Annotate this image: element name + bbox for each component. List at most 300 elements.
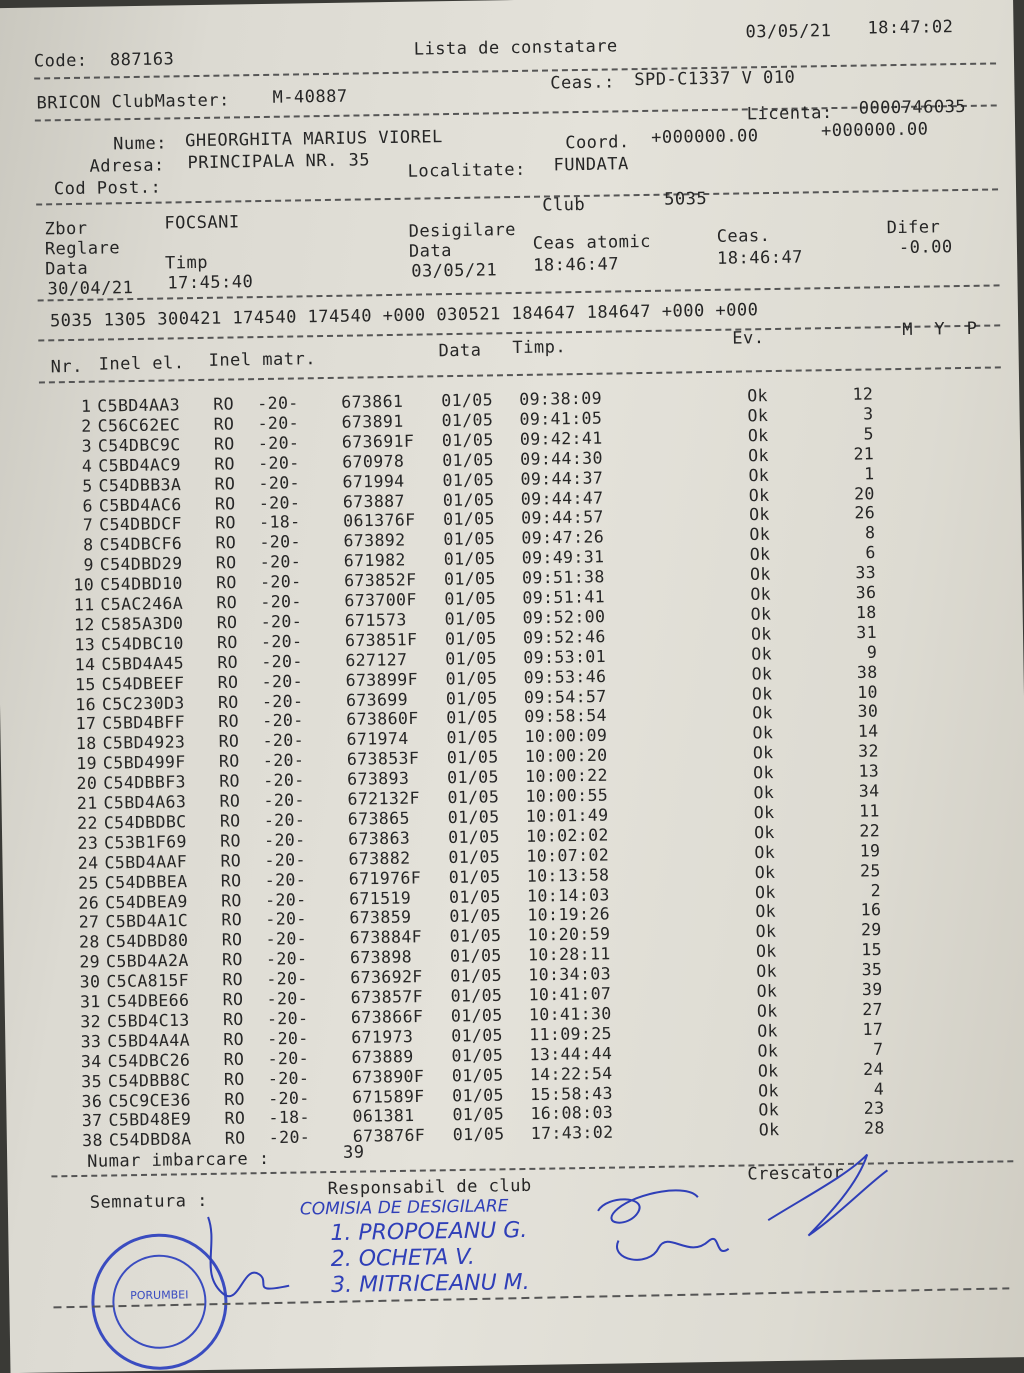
ring-year: -20- (257, 413, 300, 433)
event-status: Ok (751, 663, 773, 684)
row-number: 7 (82, 515, 94, 535)
ceas-atomic-label: Ceas atomic (532, 231, 652, 254)
ring-country: RO (216, 592, 238, 613)
club-label: Club (542, 194, 586, 216)
ring-year: -20- (266, 1008, 309, 1029)
event-status: Ok (747, 386, 769, 406)
arrival-time: 14:22:54 (529, 1063, 613, 1084)
stamp-text: PORUMBEI (130, 1288, 189, 1303)
print-time: 18:47:02 (867, 17, 954, 39)
code-value: 887163 (109, 49, 175, 71)
imbarcare-value: 39 (342, 1142, 365, 1163)
ring-number: 673889 (351, 1046, 414, 1067)
row-number: 6 (82, 495, 94, 516)
desig-data-value: 03/05/21 (411, 260, 498, 282)
adresa-value: PRINCIPALA NR. 35 (187, 150, 371, 174)
ring-number: 673866F (350, 1006, 424, 1028)
ring-year: -20- (264, 889, 307, 910)
ring-number: 673691F (341, 431, 415, 452)
ring-electronic-id: C54DBDCF (99, 514, 183, 535)
event-status: Ok (750, 584, 772, 604)
zbor-value: FOCSANI (164, 212, 240, 234)
ring-country: RO (219, 771, 241, 791)
event-status: Ok (757, 1060, 779, 1081)
coord-label: Coord. (565, 132, 630, 154)
ring-country: RO (223, 1049, 245, 1069)
ring-year: -20- (267, 1068, 310, 1088)
ring-year: -20- (267, 1048, 310, 1069)
row-number: 29 (79, 952, 101, 972)
position-value: 20 (853, 483, 875, 503)
ring-electronic-id: C5BD4923 (102, 732, 186, 754)
ring-year: -20- (263, 770, 305, 791)
arrival-time: 10:07:02 (526, 845, 610, 866)
ring-number: 670978 (342, 451, 405, 472)
arrival-date: 01/05 (452, 1104, 505, 1125)
commission-member-3: 3. MITRICEANU M. (330, 1269, 530, 1299)
position-value: 2 (870, 880, 882, 900)
ring-electronic-id: C54DBC26 (107, 1050, 191, 1071)
code-line: 5035 1305 300421 174540 174540 +000 030521 184647 184647 +000 +000 (49, 300, 759, 332)
ring-electronic-id: C5BD4AC6 (98, 494, 182, 515)
ring-year: -20- (260, 631, 303, 652)
position-value: 30 (857, 701, 879, 722)
ring-year: -20- (264, 869, 307, 890)
desigilare-label: Desigilare (408, 220, 517, 242)
event-status: Ok (749, 524, 771, 545)
ring-number: 673859 (349, 907, 412, 928)
position-value: 35 (861, 959, 883, 980)
ring-number: 673863 (348, 828, 411, 849)
ring-number: 671994 (342, 471, 405, 492)
ring-number: 673898 (349, 947, 413, 968)
position-value: 19 (859, 840, 881, 861)
system-value: M-40887 (272, 86, 348, 108)
ring-country: RO (221, 910, 243, 930)
position-value: 21 (853, 443, 875, 464)
arrival-time: 09:44:37 (520, 468, 604, 489)
ring-year: -20- (262, 710, 304, 731)
ring-electronic-id: C54DBCF6 (99, 534, 183, 555)
ring-number: 671519 (348, 887, 412, 908)
reglare-data-label: Data (45, 258, 89, 280)
ring-electronic-id: C5BD4BFF (102, 712, 186, 734)
row-number: 35 (81, 1071, 103, 1091)
arrival-time: 09:44:30 (520, 448, 604, 469)
arrival-date: 01/05 (450, 965, 503, 986)
desig-data-label: Data (408, 241, 453, 262)
ring-country: RO (222, 970, 244, 990)
ring-year: -20- (263, 810, 306, 830)
position-value: 31 (856, 622, 878, 642)
ring-number: 673852F (343, 570, 417, 591)
reglare-timp-label: Timp (164, 252, 209, 274)
arrival-time: 10:00:55 (525, 785, 609, 806)
ring-electronic-id: C5BD4AC9 (98, 454, 182, 476)
arrival-date: 01/05 (448, 846, 501, 867)
event-status: Ok (752, 703, 774, 723)
position-value: 22 (859, 821, 881, 841)
arrival-date: 01/05 (446, 747, 499, 768)
localitate-label: Localitate: (407, 159, 526, 182)
event-status: Ok (753, 822, 775, 843)
arrival-date: 01/05 (450, 1005, 503, 1026)
position-value: 9 (866, 642, 878, 662)
ring-number: 671974 (346, 729, 409, 750)
arrival-date: 01/05 (447, 787, 500, 808)
arrival-time: 10:28:11 (527, 944, 611, 965)
ring-number: 673857F (350, 987, 424, 1008)
ring-electronic-id: C5BD4A4A (107, 1030, 191, 1051)
arrival-date: 01/05 (441, 410, 494, 431)
nume-label: Nume: (113, 133, 168, 155)
ring-electronic-id: C54DBBF3 (103, 772, 187, 793)
ring-electronic-id: C54DBD29 (99, 554, 183, 575)
row-number: 17 (75, 714, 97, 734)
ring-year: -20- (265, 929, 308, 949)
ring-year: -20- (260, 611, 303, 632)
zbor-label: Zbor (44, 218, 88, 240)
ring-number: 673887 (342, 491, 406, 512)
ring-country: RO (216, 612, 238, 633)
row-number: 3 (81, 436, 93, 456)
ring-country: RO (222, 989, 244, 1010)
row-number: 25 (77, 873, 99, 893)
ring-country: RO (220, 850, 242, 871)
position-value: 26 (854, 503, 876, 523)
position-value: 16 (860, 900, 882, 920)
row-number: 11 (73, 595, 95, 615)
arrival-date: 01/05 (449, 926, 502, 947)
col-data: Data (438, 340, 482, 362)
ring-number: 673890F (351, 1066, 425, 1087)
row-number: 2 (81, 416, 92, 436)
commission-heading: COMISIA DE DESIGILARE (299, 1196, 509, 1220)
row-number: 4 (81, 456, 93, 476)
row-number: 36 (81, 1091, 103, 1111)
ring-country: RO (213, 394, 235, 414)
ring-country: RO (219, 811, 241, 831)
row-number: 16 (75, 694, 97, 714)
arrival-time: 09:44:57 (521, 507, 604, 529)
ring-number: 061381 (352, 1106, 415, 1127)
row-number: 18 (75, 734, 97, 754)
ring-year: -20- (258, 492, 301, 513)
event-status: Ok (754, 842, 776, 862)
print-date: 03/05/21 (745, 21, 832, 43)
ring-number: 671573 (344, 610, 407, 631)
event-status: Ok (754, 882, 776, 902)
position-value: 39 (861, 979, 883, 1000)
ring-country: RO (219, 791, 241, 811)
row-number: 34 (80, 1051, 102, 1071)
row-number: 26 (78, 892, 100, 913)
col-ev: Ev. (732, 328, 765, 349)
ring-number: 673692F (350, 967, 423, 988)
row-number: 28 (78, 932, 100, 952)
arrival-time: 09:58:54 (524, 706, 608, 727)
col-timp: Timp. (512, 337, 567, 359)
position-value: 8 (864, 523, 876, 543)
semnatura-label: Semnatura : (89, 1190, 209, 1213)
ring-electronic-id: C54DBB8C (107, 1070, 191, 1091)
ring-year: -20- (265, 909, 307, 930)
ceas-value: SPD-C1337 V 010 (634, 67, 796, 91)
event-status: Ok (757, 1041, 779, 1061)
ring-year: -20- (257, 393, 299, 414)
event-status: Ok (754, 862, 776, 882)
arrival-time: 09:41:05 (519, 408, 603, 429)
difer-value: -0.00 (898, 237, 953, 258)
row-number: 20 (76, 773, 98, 794)
ceas-label: Ceas.: (550, 72, 615, 94)
ring-country: RO (221, 950, 243, 970)
ring-country: RO (222, 1009, 244, 1030)
event-status: Ok (750, 604, 772, 624)
ring-electronic-id: C5BD4AAF (104, 851, 188, 873)
arrival-date: 01/05 (451, 1025, 504, 1046)
arrival-date: 01/05 (442, 469, 495, 490)
ring-number: 673899F (345, 669, 419, 690)
arrival-time: 10:00:09 (524, 726, 608, 747)
reglare-timp-value: 17:45:40 (167, 272, 254, 294)
row-number: 38 (82, 1131, 104, 1151)
arrival-date: 01/05 (442, 449, 495, 470)
commission-member-1: 1. PROPOEANU G. (330, 1217, 528, 1247)
position-value: 7 (873, 1039, 884, 1059)
ring-number: 673865 (347, 808, 411, 829)
ring-number: 673892 (343, 530, 406, 551)
signature-crescator (767, 1154, 888, 1236)
arrival-date: 01/05 (441, 430, 494, 450)
licenta-label: Licenta: (746, 103, 833, 125)
arrival-date: 01/05 (450, 985, 503, 1006)
position-value: 10 (857, 682, 879, 702)
ring-number: 673851F (344, 629, 418, 650)
ring-electronic-id: C54DBBEA (104, 871, 188, 892)
ring-year: -20- (265, 949, 308, 969)
arrival-time: 10:00:22 (525, 765, 609, 787)
arrival-date: 01/05 (447, 767, 500, 788)
signature-member-1 (598, 1190, 698, 1223)
localitate-value: FUNDATA (553, 154, 629, 176)
arrival-date: 01/05 (452, 1085, 505, 1105)
ring-year: -20- (261, 691, 304, 711)
position-value: 5 (863, 424, 875, 444)
row-number: 10 (73, 575, 95, 595)
signature-member-2 (617, 1239, 729, 1261)
arrival-date: 01/05 (444, 628, 497, 649)
row-number: 22 (77, 813, 99, 833)
arrival-time: 15:58:43 (530, 1083, 614, 1104)
ring-country: RO (220, 890, 242, 910)
row-number: 13 (74, 634, 96, 655)
position-value: 34 (858, 781, 880, 801)
arrival-time: 09:42:41 (519, 428, 603, 449)
row-number: 19 (76, 753, 98, 774)
arrival-time: 09:51:38 (521, 567, 605, 588)
ring-country: RO (215, 513, 237, 533)
event-status: Ok (749, 564, 771, 585)
desig-ceas-value: 18:46:47 (716, 247, 804, 269)
ring-year: -20- (260, 591, 302, 612)
row-number: 12 (73, 615, 95, 635)
arrival-time: 10:00:20 (524, 745, 608, 767)
arrival-time: 09:38:09 (519, 388, 603, 409)
arrival-date: 01/05 (447, 807, 500, 827)
reglare-label: Reglare (44, 238, 121, 260)
arrival-time: 09:44:47 (520, 487, 604, 509)
ring-year: -20- (259, 552, 302, 572)
event-status: Ok (756, 1001, 778, 1021)
ring-electronic-id: C5BD4A1C (105, 911, 189, 932)
ring-year: -20- (264, 830, 306, 850)
position-value: 33 (855, 563, 877, 583)
desig-atomic-value: 18:46:47 (533, 254, 620, 276)
event-status: Ok (749, 544, 771, 565)
row-number: 15 (74, 674, 96, 694)
ring-electronic-id: C56C62EC (97, 415, 181, 436)
ring-year: -20- (266, 969, 308, 989)
divider (53, 1288, 1009, 1307)
arrival-date: 01/05 (443, 569, 496, 589)
ring-number: 673893 (347, 768, 410, 789)
ring-year: -20- (258, 472, 301, 493)
ring-electronic-id: C5BD499F (102, 752, 186, 773)
ring-year: -20- (259, 532, 301, 553)
row-number: 14 (74, 654, 96, 675)
ring-number: 673699 (345, 689, 409, 710)
ring-country: RO (220, 831, 241, 851)
signature-semnatura (208, 1216, 289, 1297)
arrival-date: 01/05 (445, 648, 498, 669)
arrival-time: 10:13:58 (526, 865, 610, 886)
ring-country: RO (217, 672, 239, 692)
row-number: 9 (83, 555, 94, 575)
event-status: Ok (747, 405, 769, 426)
position-value: 29 (860, 920, 882, 940)
event-status: Ok (748, 445, 770, 465)
event-status: Ok (753, 802, 775, 823)
ring-country: RO (224, 1108, 246, 1129)
position-value: 27 (862, 999, 884, 1020)
ring-electronic-id: C5AC246A (100, 593, 184, 615)
ring-electronic-id: C585A3D0 (100, 613, 184, 634)
event-status: Ok (755, 941, 777, 962)
row-number: 5 (82, 476, 93, 496)
position-value: 38 (856, 662, 878, 682)
ring-number: 673860F (346, 709, 419, 730)
ring-year: -20- (266, 988, 309, 1009)
ring-country: RO (224, 1089, 246, 1109)
arrival-time: 09:49:31 (521, 547, 605, 568)
position-value: 12 (852, 384, 874, 404)
position-value: 13 (858, 761, 880, 781)
event-status: Ok (756, 961, 778, 981)
ring-country: RO (215, 573, 237, 593)
ring-country: RO (213, 434, 235, 454)
position-value: 25 (859, 860, 881, 881)
position-value: 1 (863, 463, 875, 483)
ring-electronic-id: C54DBC9C (97, 434, 181, 456)
arrival-time: 10:19:26 (527, 904, 611, 926)
ring-year: -18- (268, 1107, 311, 1128)
arrival-date: 01/05 (441, 390, 494, 411)
ring-number: 673882 (348, 848, 411, 869)
ring-number: 673853F (346, 748, 420, 770)
nume-value: GHEORGHITA MARIUS VIOREL (185, 127, 443, 152)
event-status: Ok (747, 425, 769, 446)
arrival-time: 13:44:44 (529, 1043, 613, 1064)
arrival-date: 01/05 (444, 608, 497, 629)
ring-number: 061376F (343, 510, 416, 531)
row-number: 33 (80, 1031, 102, 1052)
ring-year: -20- (262, 730, 305, 751)
ring-electronic-id: C5CA815F (106, 970, 190, 992)
arrival-date: 01/05 (448, 866, 501, 887)
ring-electronic-id: C54DBD8A (108, 1129, 192, 1150)
ring-electronic-id: C54DBC10 (100, 633, 184, 654)
ring-year: -20- (268, 1127, 311, 1148)
ring-number: 671589F (352, 1086, 425, 1107)
position-value: 6 (865, 543, 876, 563)
row-number: 24 (77, 853, 99, 873)
ring-year: -20- (259, 572, 302, 592)
ring-country: RO (220, 870, 242, 891)
ring-electronic-id: C5BD4A63 (103, 792, 187, 813)
event-status: Ok (748, 465, 770, 485)
ring-year: -20- (262, 750, 305, 771)
ring-country: RO (213, 414, 235, 434)
ring-electronic-id: C5BD48E9 (108, 1109, 192, 1131)
ring-country: RO (217, 692, 239, 712)
licenta-value: 0000746035 (858, 96, 967, 119)
ring-country: RO (217, 652, 239, 672)
event-status: Ok (751, 683, 773, 704)
arrival-date: 01/05 (443, 509, 495, 530)
responsabil-label: Responsabil de club (327, 1175, 532, 1200)
ring-country: RO (218, 731, 240, 752)
position-value: 14 (857, 721, 879, 742)
arrival-date: 01/05 (446, 707, 499, 728)
position-value: 11 (858, 801, 880, 821)
arrival-date: 01/05 (443, 529, 496, 550)
position-value: 18 (855, 602, 877, 623)
ring-electronic-id: C54DBD10 (99, 573, 183, 595)
row-number: 8 (83, 535, 94, 555)
arrival-date: 01/05 (442, 489, 495, 510)
row-number: 27 (78, 912, 100, 933)
ring-electronic-id: C5BD4A2A (105, 951, 189, 972)
event-status: Ok (758, 1100, 780, 1120)
arrival-date: 01/05 (448, 886, 501, 907)
ring-number: 671973 (351, 1026, 414, 1047)
position-value: 24 (863, 1059, 884, 1079)
event-status: Ok (755, 902, 777, 922)
ring-year: -20- (264, 849, 306, 870)
arrival-date: 01/05 (446, 727, 499, 748)
position-value: 28 (863, 1118, 885, 1139)
ring-country: RO (215, 533, 237, 553)
col-nr: Nr. (50, 356, 84, 378)
ring-electronic-id: C54DBE66 (106, 990, 190, 1012)
ring-year: -20- (258, 452, 300, 473)
ring-electronic-id: C5C230D3 (101, 693, 185, 714)
club-value: 5035 (664, 189, 708, 210)
arrival-date: 01/05 (445, 688, 498, 708)
ring-year: -20- (261, 651, 303, 672)
arrival-time: 10:34:03 (528, 964, 612, 985)
